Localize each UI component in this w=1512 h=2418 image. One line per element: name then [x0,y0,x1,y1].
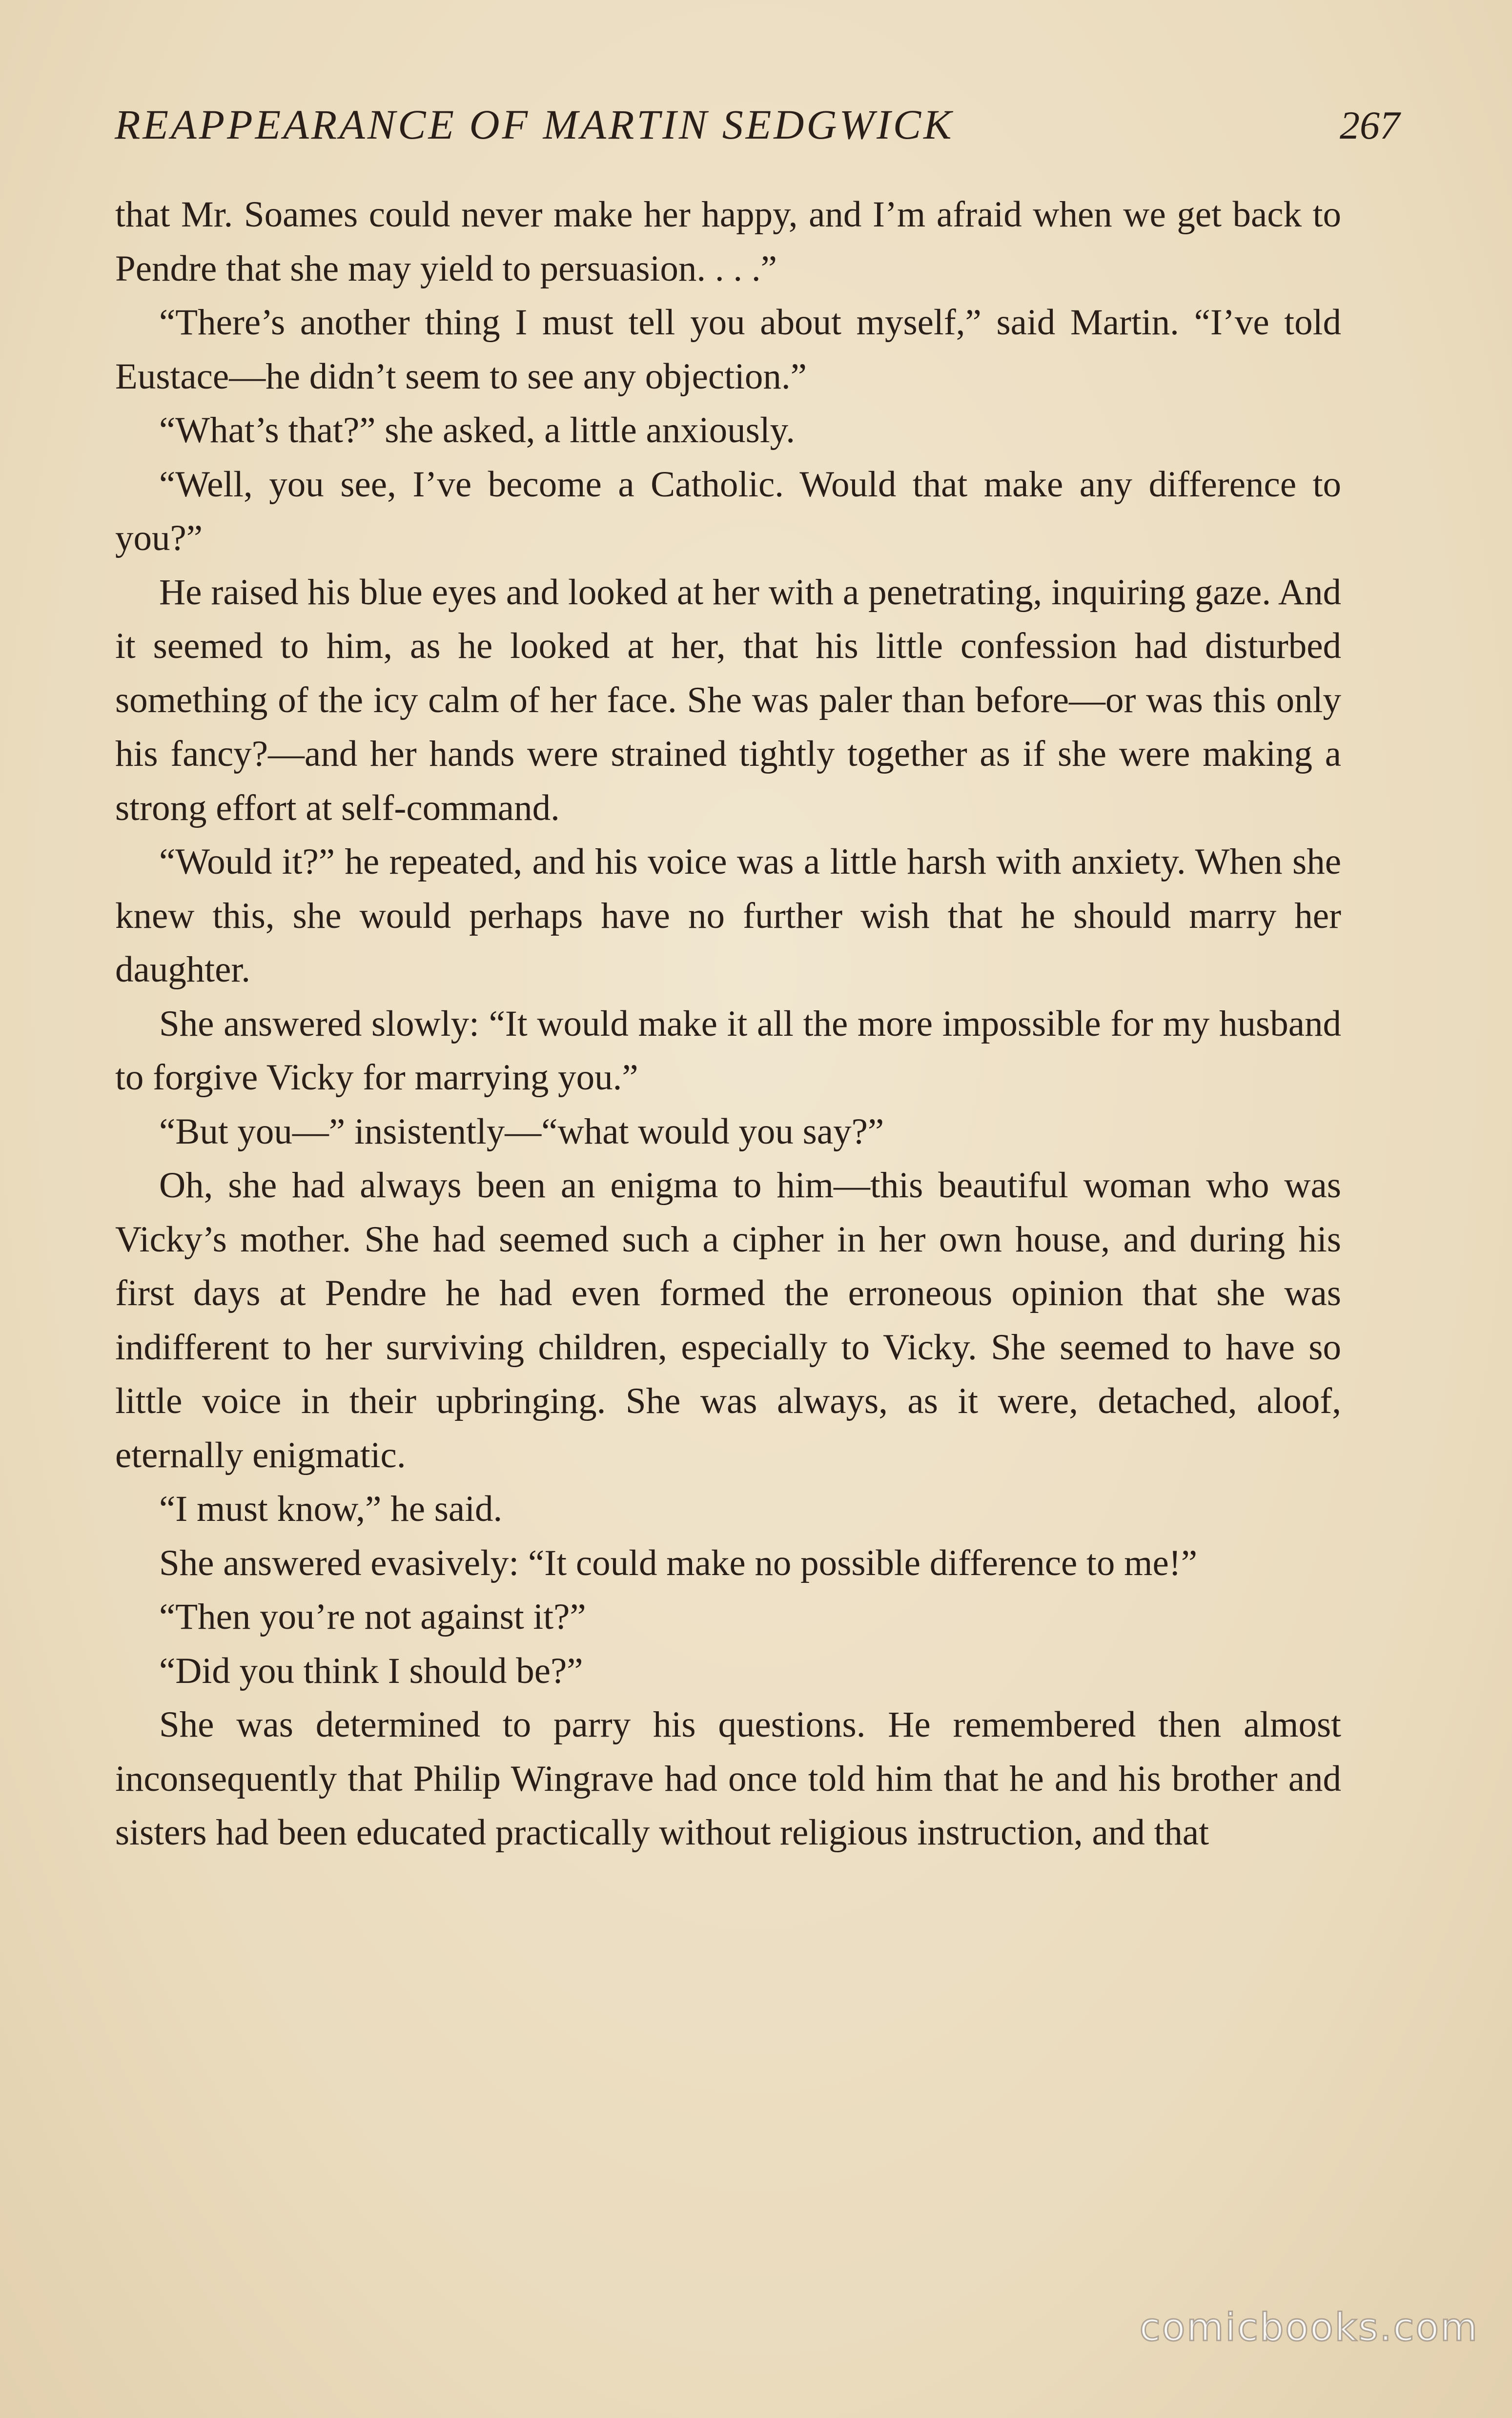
paragraph-9: Oh, she had always been an enigma to him—this beautiful woman who was Vicky’s mother. She had seemed such a cipher in her own house, and during his first days at Pendre he had even formed the erroneous opinion that she was indifferent to her surviving children, especially to Vicky. She seemed to have so little voice in their upbringing. She was always, as it were, detached, aloof, eternally enigmatic. [115,1165,1341,1475]
paragraph-13: “Did you think I should be?” [159,1650,583,1691]
paragraph-7: She answered slowly: “It would make it all the more impossible for my husband to forgive Vicky for marrying you.” [115,1003,1341,1098]
paragraph-1: that Mr. Soames could never make her happy, and I’m afraid when we get back to Pendre that she may yield to persuasion. . . .” [115,194,1341,289]
paragraph-6: “Would it?” he repeated, and his voice was a little harsh with anxiety. When she knew this, she would perhaps have no further wish that he should marry her daughter. [115,841,1341,990]
paragraph-2: “There’s another thing I must tell you about myself,” said Martin. “I’ve told Eustace—he didn’t seem to see any objection.” [115,302,1341,397]
paragraph-3: “What’s that?” she asked, a little anxiously. [159,410,796,451]
page-number: 267 [1340,103,1400,147]
paragraph-8: “But you—” insistently—“what would you say?” [159,1111,884,1152]
paragraph-5: He raised his blue eyes and looked at her with a penetrating, inquiring gaze. And it seemed to him, as he looked at her, that his little confession had disturbed something of the icy calm of her face. She was paler than before—or was this only his fancy?—and her hands were strained tightly together as if she were making a strong effort at self-command. [115,572,1341,828]
paragraph-11: She answered evasively: “It could make no possible difference to me!” [159,1542,1198,1583]
paragraph-14: She was determined to parry his questions. He remembered then almost inconsequently that Philip Wingrave had once told him that he and his brother and sisters had been educated practically without religious instruction, and that [115,1704,1341,1853]
running-head: REAPPEARANCE OF MARTIN SEDGWICK [115,101,954,148]
page-header [115,100,1400,159]
watermark: comicbooks.com [1139,2306,1479,2350]
paragraph-12: “Then you’re not against it?” [159,1597,586,1637]
paragraph-4: “Well, you see, I’ve become a Catholic. Would that make any difference to you?” [115,464,1341,558]
body-text [115,188,1341,1860]
paragraph-10: “I must know,” he said. [159,1489,503,1529]
